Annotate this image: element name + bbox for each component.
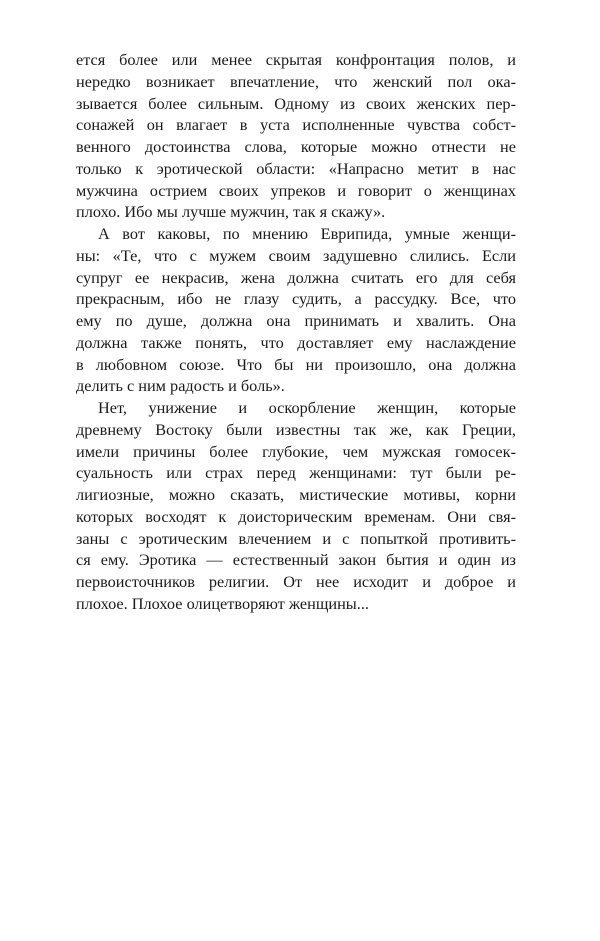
text-line: супруг ее некрасив, жена должна считать его для себя bbox=[76, 267, 516, 287]
text-line: прекрасным, ибо не глазу судить, а рассудку. Все, что bbox=[76, 289, 516, 309]
text-line: зывается более сильным. Одному из своих женских пер- bbox=[76, 93, 516, 113]
text-line: нередко возникает впечатление, что женский пол ока- bbox=[76, 71, 516, 91]
text-line: ны: «Те, что с мужем своим задушевно слились. Если bbox=[76, 245, 516, 265]
text-line: Нет, унижение и оскорбление женщин, которые bbox=[98, 398, 516, 417]
text-line: ся ему. Эротика — естественный закон бытия и один из bbox=[76, 550, 516, 570]
paragraph-2 bbox=[76, 223, 516, 397]
text-line: лигиозные, можно сказать, мистические мотивы, корни bbox=[76, 485, 516, 504]
text-line: только к эротической области: «Напрасно метит в нас bbox=[76, 158, 516, 178]
text-line: первоисточников религии. От нее исходит и доброе и bbox=[76, 572, 516, 591]
text-line: должна также понять, что доставляет ему наслаждение bbox=[76, 332, 516, 352]
paragraph-3 bbox=[76, 397, 516, 615]
text-line: суальность или страх перед женщинами: тут были ре- bbox=[76, 463, 516, 483]
text-line: имели причины более глубокие, чем мужская гомосек- bbox=[76, 441, 516, 461]
text-line: заны с эротическим влечением и с попыткой противить- bbox=[76, 528, 516, 548]
text-line: делить с ним радость и боль». bbox=[76, 376, 285, 396]
text-line: венного достоинства слова, которые можно отнести не bbox=[76, 137, 516, 156]
text-line: сонажей он влагает в уста исполненные чувства собст- bbox=[76, 115, 516, 135]
text-line: плохо. Ибо мы лучше мужчин, так я скажу». bbox=[76, 202, 386, 222]
paragraph-1 bbox=[76, 49, 516, 223]
text-line: в любовном союзе. Что бы ни произошло, она должна bbox=[76, 354, 516, 374]
text-line: которых восходят к доисторическим временам. Они свя- bbox=[76, 506, 516, 526]
text-line: мужчина острием своих упреков и говорит о женщинах bbox=[76, 180, 516, 200]
text-line: древнему Востоку были известны так же, как Греции, bbox=[76, 419, 516, 439]
text-line: ется более или менее скрытая конфронтация полов, и bbox=[76, 50, 516, 69]
body-text bbox=[76, 49, 516, 615]
text-line: плохое. Плохое олицетворяют женщины... bbox=[76, 593, 369, 613]
text-line: А вот каковы, по мнению Еврипида, умные женщи- bbox=[98, 224, 516, 243]
text-line: ему по душе, должна она принимать и хвалить. Она bbox=[76, 311, 516, 330]
